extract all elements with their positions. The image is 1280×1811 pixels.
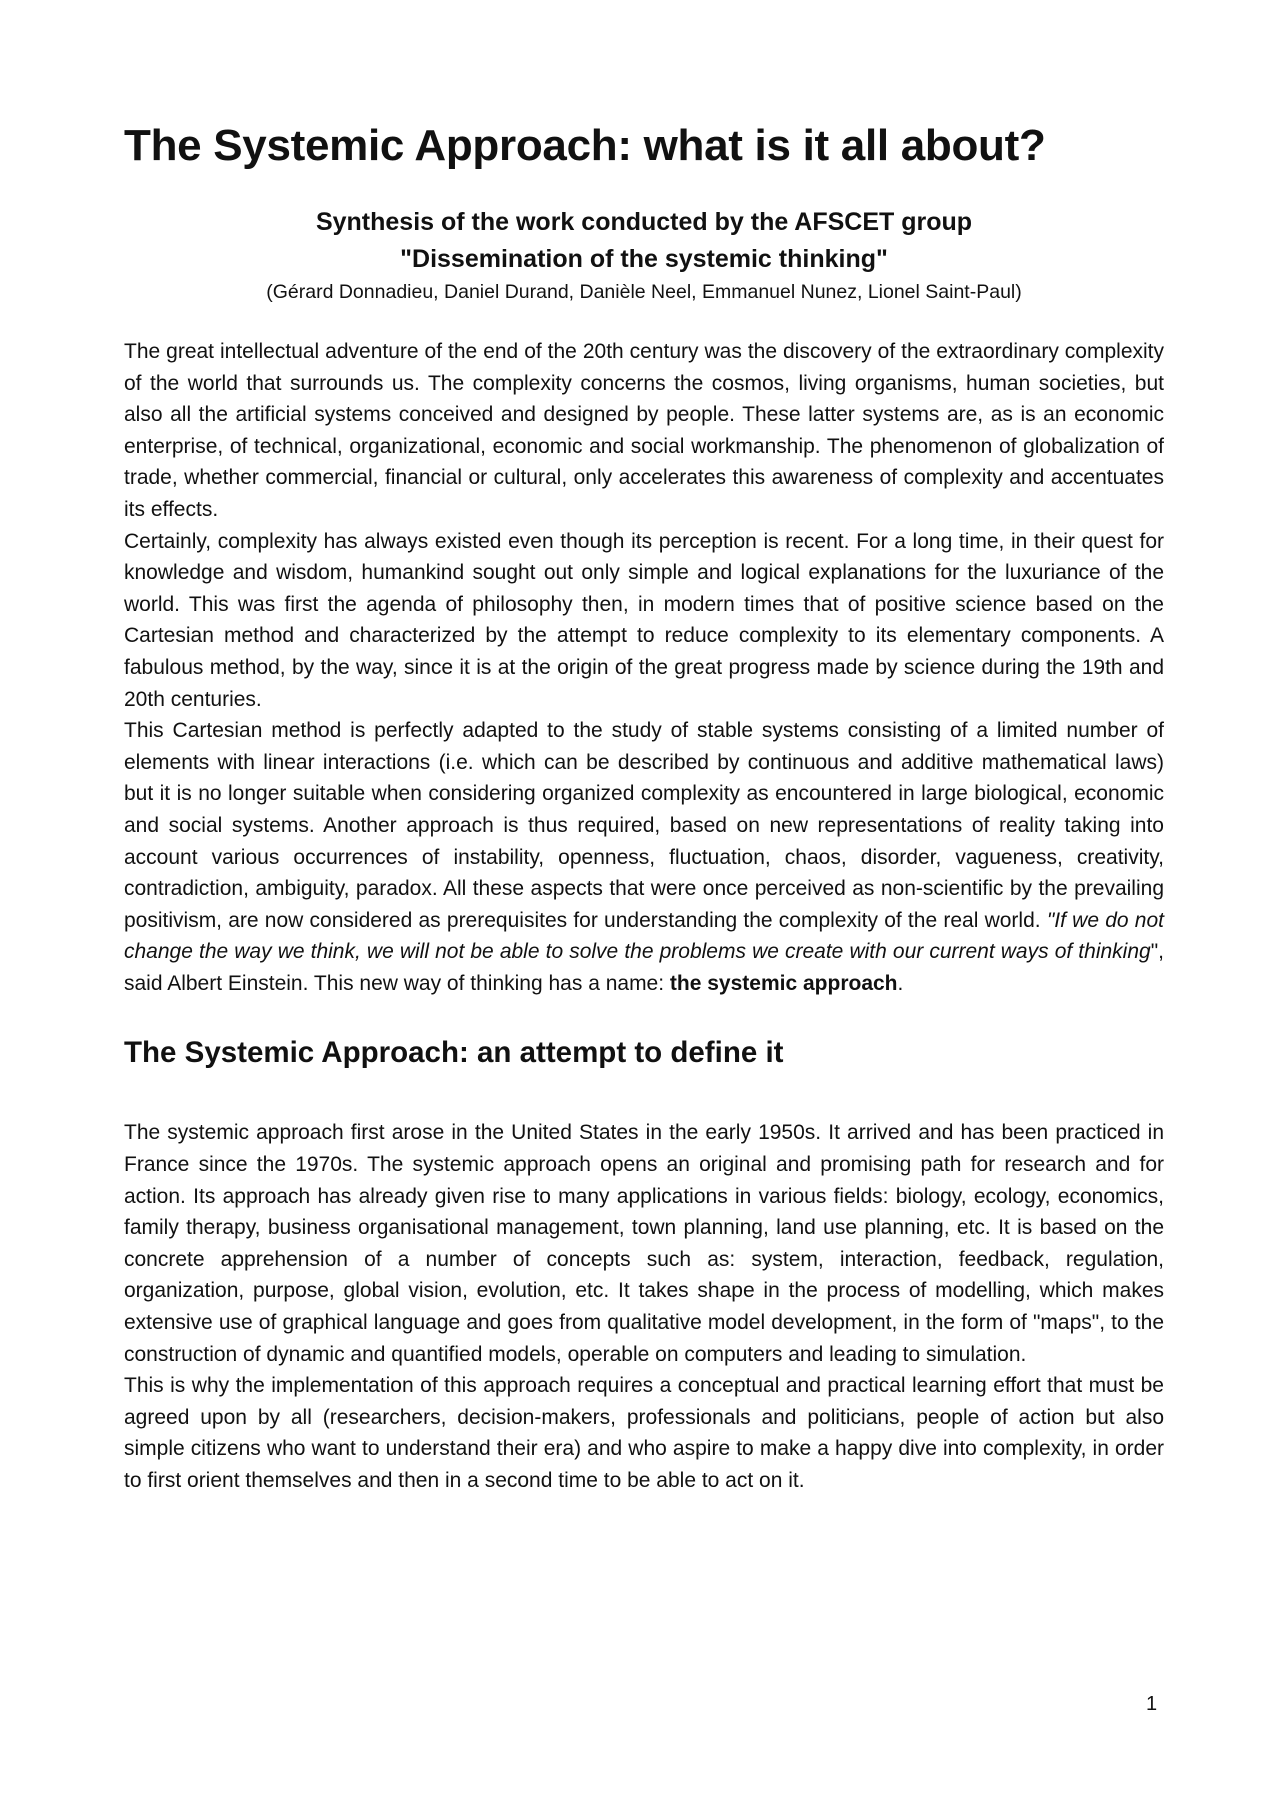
einstein-quote: "If we do not change the way we think, we will not be able to solve the problems we create with our current ways of thinking (124, 908, 1164, 964)
section-paragraph-2: This is why the implementation of this approach requires a conceptual and practical learning effort that must be agreed upon by all (researchers, decision-makers, professionals and politicians, people of action but also simple citizens who want to understand their era) and who aspire to make a happy dive into complexity, in order to first orient themselves and then in a second time to be able to act on it. (124, 1374, 1164, 1492)
subtitle-block (124, 204, 1164, 278)
subtitle-line-2: "Dissemination of the systemic thinking" (400, 245, 888, 273)
intro-paragraph-1: The great intellectual adventure of the end of the 20th century was the discovery of the extraordinary complexity of the world that surrounds us. The complexity concerns the cosmos, living organisms, human societies, but also all the artificial systems conceived and designed by people. These latter systems are, as is an economic enterprise, of technical, organizational, economic and social workmanship. The phenomenon of globalization of trade, whether commercial, financial or cultural, only accelerates this awareness of complexity and accentuates its effects. (124, 340, 1164, 521)
intro-paragraph-3 (124, 715, 1164, 999)
document-title: The Systemic Approach: what is it all about? (124, 121, 1046, 170)
intro-paragraph-2: Certainly, complexity has always existed even though its perception is recent. For a long time, in their quest for knowledge and wisdom, humankind sought out only simple and logical explanations for the luxuriance of the world. This was first the agenda of philosophy then, in modern times that of positive science based on the Cartesian method and characterized by the attempt to reduce complexity to its elementary components. A fabulous method, by the way, since it is at the origin of the great progress made by science during the 19th and 20th centuries. (124, 529, 1164, 711)
page-content (124, 118, 1164, 1497)
section-heading: The Systemic Approach: an attempt to define it (124, 1036, 784, 1070)
paragraph-text: . (897, 971, 904, 995)
subtitle-line-1: Synthesis of the work conducted by the AFSCET group (315, 208, 973, 236)
paragraph-text: This Cartesian method is perfectly adapted to the study of stable systems consisting of a limited number of elements with linear interactions (i.e. which can be described by continuous and additive mathematical laws) but it is no longer suitable when considering organized complexity as encountered in large biological, economic and social systems. Another approach is thus required, based on new representations of reality taking into account various occurrences of instability, openness, fluctuation, chaos, disorder, vagueness, creativity, contradiction, ambiguity, paradox. All these aspects that were once perceived as non-scientific by the prevailing positivism, are now considered as prerequisites for understanding the complexity of the real world. (124, 719, 1164, 932)
page-number: 1 (1146, 1693, 1158, 1715)
section-paragraph-1: The systemic approach first arose in the United States in the early 1950s. It arrived and has been practiced in France since the 1970s. The systemic approach opens an original and promising path for research and for action. Its approach has already given rise to many applications in various fields: biology, ecology, economics, family therapy, business organisational management, town planning, land use planning, etc. It is based on the concrete apprehension of a number of concepts such as: system, interaction, feedback, regulation, organization, purpose, global vision, evolution, etc. It takes shape in the process of modelling, which makes extensive use of graphical language and goes from qualitative model development, in the form of "maps", to the construction of dynamic and quantified models, operable on computers and leading to simulation. (124, 1121, 1164, 1366)
systemic-approach-term: the systemic approach (669, 971, 898, 995)
paragraph-text: ", said Albert Einstein. This new way of thinking has a name: (124, 940, 1164, 995)
authors-line: (Gérard Donnadieu, Daniel Durand, Danièle Neel, Emmanuel Nunez, Lionel Saint-Paul) (266, 281, 1022, 303)
